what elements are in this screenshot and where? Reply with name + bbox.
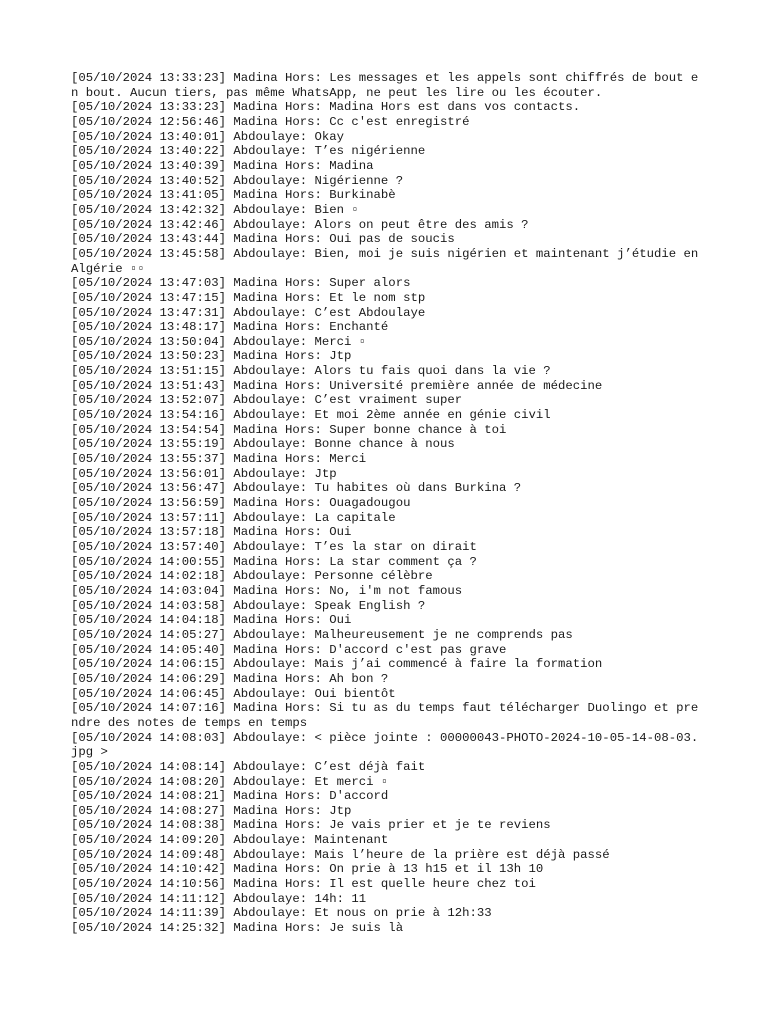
chat-line: [05/10/2024 14:00:55] Madina Hors: La star comment ça ?	[71, 554, 477, 569]
chat-line: [05/10/2024 14:05:40] Madina Hors: D'accord c'est pas grave	[71, 642, 507, 657]
chat-line: [05/10/2024 13:56:01] Abdoulaye: Jtp	[71, 466, 337, 481]
chat-line: [05/10/2024 13:48:17] Madina Hors: Enchanté	[71, 320, 389, 335]
chat-line: [05/10/2024 14:11:12] Abdoulaye: 14h: 11	[71, 891, 367, 906]
chat-line: [05/10/2024 13:56:59] Madina Hors: Ouagadougou	[71, 496, 411, 511]
chat-line: [05/10/2024 14:08:21] Madina Hors: D'accord	[71, 789, 389, 804]
chat-line: [05/10/2024 13:33:23] Madina Hors: Madina Hors est dans vos contacts.	[71, 100, 581, 115]
chat-line: [05/10/2024 13:57:40] Abdoulaye: T’es la star on dirait	[71, 540, 477, 554]
chat-line: [05/10/2024 13:40:22] Abdoulaye: T’es nigérienne	[71, 144, 426, 159]
chat-line: [05/10/2024 13:54:16] Abdoulaye: Et moi 2ème année en génie civil	[71, 408, 551, 423]
chat-line: [05/10/2024 13:42:32] Abdoulaye: Bien ▫	[71, 202, 359, 217]
chat-line: [05/10/2024 13:47:03] Madina Hors: Super alors	[71, 276, 411, 291]
chat-line: [05/10/2024 13:55:19] Abdoulaye: Bonne chance à nous	[71, 437, 455, 452]
chat-line: [05/10/2024 13:51:43] Madina Hors: Université première année de médecine	[71, 378, 603, 393]
chat-line: [05/10/2024 14:05:27] Abdoulaye: Malheureusement je ne comprends pas	[71, 627, 573, 642]
chat-line: [05/10/2024 14:03:58] Abdoulaye: Speak English ?	[71, 598, 426, 613]
chat-line: [05/10/2024 13:55:37] Madina Hors: Merci	[71, 452, 367, 467]
chat-line: [05/10/2024 13:41:05] Madina Hors: Burkinabè	[71, 188, 396, 203]
chat-line: [05/10/2024 12:56:46] Madina Hors: Cc c'est enregistré	[71, 114, 470, 129]
chat-line: [05/10/2024 13:54:54] Madina Hors: Super bonne chance à toi	[71, 422, 507, 437]
chat-line: [05/10/2024 14:04:18] Madina Hors: Oui	[71, 613, 352, 628]
chat-line: [05/10/2024 14:11:39] Abdoulaye: Et nous on prie à 12h:33	[71, 906, 492, 921]
chat-line: [05/10/2024 13:57:11] Abdoulaye: La capitale	[71, 510, 396, 525]
chat-line: [05/10/2024 13:51:15] Abdoulaye: Alors tu fais quoi dans la vie ?	[71, 364, 551, 379]
chat-line: [05/10/2024 13:40:52] Abdoulaye: Nigérienne ?	[71, 173, 404, 188]
chat-line: [05/10/2024 14:10:56] Madina Hors: Il est quelle heure chez toi	[71, 877, 536, 892]
chat-line: [05/10/2024 14:25:32] Madina Hors: Je suis là	[71, 921, 404, 936]
chat-line: [05/10/2024 14:10:42] Madina Hors: On prie à 13 h15 et il 13h 10	[71, 862, 544, 877]
chat-line: [05/10/2024 14:09:48] Abdoulaye: Mais l’heure de la prière est déjà passé	[71, 847, 610, 862]
chat-line: [05/10/2024 13:52:07] Abdoulaye: C’est vraiment super	[71, 393, 463, 408]
chat-line: [05/10/2024 14:08:03] Abdoulaye: < pièce jointe : 00000043-PHOTO-2024-10-05-14-08-03.jpg >	[71, 730, 699, 760]
chat-transcript-page	[71, 71, 706, 936]
chat-line: [05/10/2024 14:02:18] Abdoulaye: Personne célèbre	[71, 569, 433, 584]
chat-line: [05/10/2024 13:42:46] Abdoulaye: Alors on peut être des amis ?	[71, 217, 529, 232]
chat-line: [05/10/2024 14:06:45] Abdoulaye: Oui bientôt	[71, 686, 396, 701]
chat-line: [05/10/2024 13:50:23] Madina Hors: Jtp	[71, 349, 352, 364]
chat-line: [05/10/2024 13:33:23] Madina Hors: Les messages et les appels sont chiffrés de bout en bout. Aucun tiers, pas même WhatsApp, ne peut les lire ou les écouter.	[71, 71, 699, 100]
chat-line: [05/10/2024 13:47:15] Madina Hors: Et le nom stp	[71, 290, 426, 305]
chat-line: [05/10/2024 13:43:44] Madina Hors: Oui pas de soucis	[71, 232, 455, 247]
chat-line: [05/10/2024 14:07:16] Madina Hors: Si tu as du temps faut télécharger Duolingo et prendre des notes de temps en temps	[71, 701, 699, 730]
chat-line: [05/10/2024 14:06:15] Abdoulaye: Mais j’ai commencé à faire la formation	[71, 657, 603, 672]
chat-line: [05/10/2024 13:45:58] Abdoulaye: Bien, moi je suis nigérien et maintenant j’étudie en Algérie ▫▫	[71, 246, 706, 276]
chat-line: [05/10/2024 13:40:39] Madina Hors: Madina	[71, 158, 374, 173]
chat-line: [05/10/2024 13:40:01] Abdoulaye: Okay	[71, 129, 345, 144]
chat-line: [05/10/2024 13:57:18] Madina Hors: Oui	[71, 525, 352, 540]
chat-line: [05/10/2024 14:09:20] Abdoulaye: Maintenant	[71, 833, 389, 848]
chat-line: [05/10/2024 14:03:04] Madina Hors: No, i'm not famous	[71, 583, 463, 598]
chat-line: [05/10/2024 14:08:27] Madina Hors: Jtp	[71, 803, 352, 818]
chat-line: [05/10/2024 13:50:04] Abdoulaye: Merci ▫	[71, 334, 367, 349]
chat-line: [05/10/2024 13:47:31] Abdoulaye: C’est Abdoulaye	[71, 305, 426, 320]
chat-line: [05/10/2024 14:08:38] Madina Hors: Je vais prier et je te reviens	[71, 818, 551, 833]
chat-line: [05/10/2024 14:08:20] Abdoulaye: Et merci ▫	[71, 774, 389, 789]
chat-line: [05/10/2024 14:06:29] Madina Hors: Ah bon ?	[71, 671, 389, 686]
chat-line: [05/10/2024 14:08:14] Abdoulaye: C’est déjà fait	[71, 759, 426, 774]
chat-line: [05/10/2024 13:56:47] Abdoulaye: Tu habites où dans Burkina ?	[71, 481, 522, 496]
